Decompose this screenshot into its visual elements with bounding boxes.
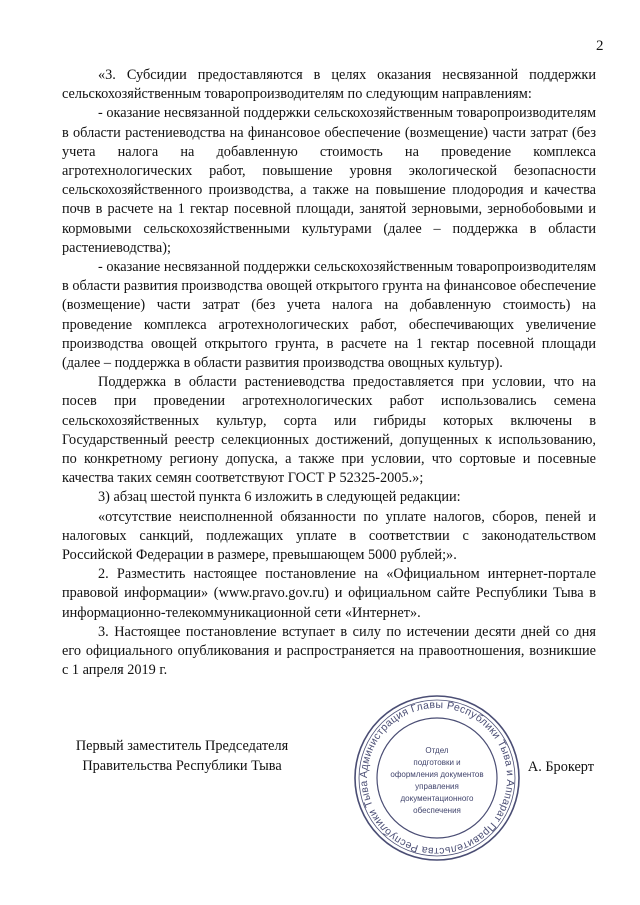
stamp-inner-line: обеспечения xyxy=(413,806,461,815)
paragraph: 3. Настоящее постановление вступает в силу по истечении десяти дней со дня его официального опубликования и распространяется на правоотношения, возникшие с 1 апреля 2019 г. xyxy=(62,623,596,679)
stamp-inner-line: Отдел xyxy=(425,746,449,755)
official-stamp-seal xyxy=(352,693,522,863)
signer-title-line: Первый заместитель Председателя xyxy=(75,738,289,754)
document-body xyxy=(62,66,596,681)
paragraph: «3. Субсидии предоставляются в целях оказания несвязанной поддержки сельскохозяйственным товаропроизводителям по следующим направлениям: xyxy=(62,67,596,103)
signer-title-line: Правительства Республики Тыва xyxy=(82,757,282,774)
stamp-inner-line: документационного xyxy=(400,794,474,803)
signer-title xyxy=(62,737,302,776)
stamp-inner-line: подготовки и xyxy=(413,758,461,767)
paragraph: - оказание несвязанной поддержки сельскохозяйственным товаропроизводителям в области развития производства овощей открытого грунта на финансовое обеспечение (возмещение) части затрат (без учета налога на добавленную стоимость) на проведение комплекса агротехнологических работ, обеспечивающих увеличение производства овощей открытого грунта, в расчете на 1 гектар посевной площади (далее – поддержка в области развития производства овощных культур). xyxy=(62,259,596,372)
stamp-inner-line: управления xyxy=(415,782,459,791)
stamp-inner-line: оформления документов xyxy=(390,770,484,779)
page-number: 2 xyxy=(596,38,604,54)
signer-name: А. Брокерт xyxy=(527,759,594,775)
stamp-outer-text: Администрация Главы Республики Тыва и Аппарат Правительства Республики Тыва xyxy=(357,698,517,858)
signature-block xyxy=(62,698,596,858)
paragraph: «отсутствие неисполненной обязанности по уплате налогов, сборов, пеней и налоговых санкций, подлежащих уплате в соответствии с законодательством Российской Федерации в размере, превышающем 5000 рублей;». xyxy=(62,508,596,564)
paragraph: 3) абзац шестой пункта 6 изложить в следующей редакции: xyxy=(98,489,461,506)
paragraph: Поддержка в области растениеводства предоставляется при условии, что на посев при проведении агротехнологических работ использовались семена сельскохозяйственных культур, сорта или гибриды которых включены в Государственный реестр селекционных достижений, допущенных к использованию, по конкретному региону допуска, а также при условии, что сортовые и посевные качества таких семян соответствуют ГОСТ Р 52325-2005.»; xyxy=(62,374,596,487)
paragraph: 2. Разместить настоящее постановление на «Официальном интернет-портале правовой информации» (www.pravo.gov.ru) и официальном сайте Республики Тыва в информационно-телекоммуникационной сети «Интернет». xyxy=(62,566,596,621)
paragraph: - оказание несвязанной поддержки сельскохозяйственным товаропроизводителям в области растениеводства на финансовое обеспечение (возмещение) части затрат (без учета налога на добавленную стоимость на проведение комплекса агротехнологических работ, повышение уровня экологической безопасности сельскохозяйственного производства, а также на повышение плодородия и качества почв в расчете на 1 гектар посевной площади, занятой зерновыми, зернобобовыми и кормовыми сельскохозяйственными культурами (далее – поддержка в области растениеводства); xyxy=(62,105,596,256)
